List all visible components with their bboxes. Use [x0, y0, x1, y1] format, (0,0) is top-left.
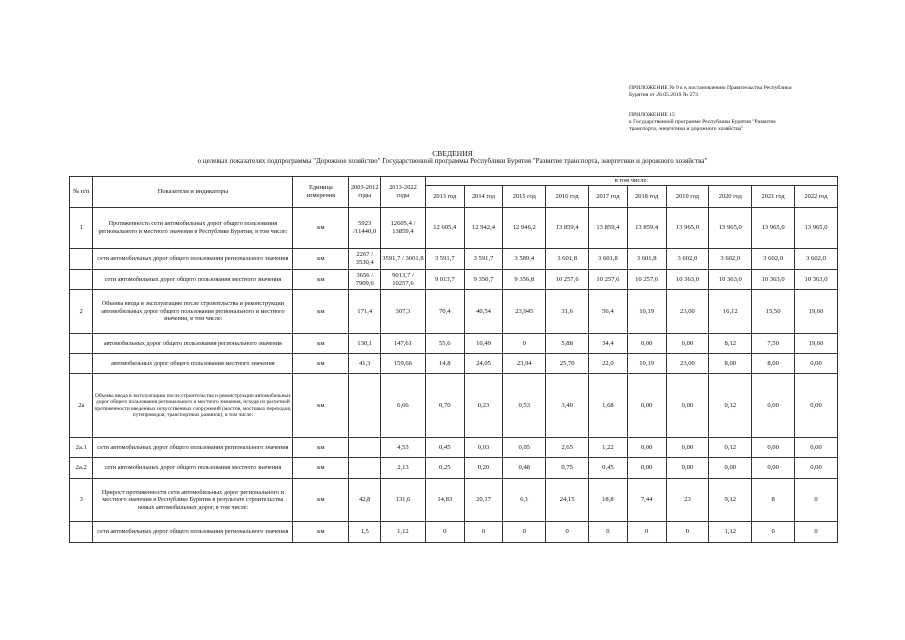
year-value: 9,12	[709, 479, 752, 522]
year-value: 0,03	[464, 438, 503, 458]
year-value: 3 602,0	[666, 249, 709, 270]
unit-cell: км	[293, 270, 349, 290]
year-value: 0,00	[666, 458, 709, 479]
table-row	[70, 208, 838, 249]
table-row	[70, 374, 838, 438]
year-value: 13 965,0	[709, 208, 752, 249]
year-value: 7,44	[627, 479, 666, 522]
base-period-value: 130,1	[349, 334, 381, 354]
row-number: 2а	[70, 374, 93, 438]
year-value: 70,4	[425, 290, 464, 334]
indicator-name: Объемы ввода в эксплуатацию после строительства и реконструкции автомобильных дорог общего пользования регионального и местного значения, исходя из расчетной протяженности введенных искусственных сооружений (мостов, мостовых переходов, путепроводов, транспортных развязок), в том числе:	[93, 374, 293, 438]
header-year: 2022 год	[795, 186, 838, 208]
year-value: 0	[503, 334, 546, 354]
year-value: 0,00	[752, 374, 795, 438]
year-value: 9 356,8	[503, 270, 546, 290]
header-num: № п/п	[70, 177, 93, 208]
year-value: 3 601,8	[546, 249, 589, 270]
header-including: в том числе:	[425, 177, 837, 186]
year-value: 0,00	[795, 458, 838, 479]
year-value: 0,25	[425, 458, 464, 479]
year-value: 10 257,6	[589, 270, 628, 290]
year-value: 23	[666, 479, 709, 522]
program-period-value: 4,53	[381, 438, 426, 458]
year-value: 2,65	[546, 438, 589, 458]
header-year: 2019 год	[666, 186, 709, 208]
year-value: 0	[666, 522, 709, 543]
appendix-note-line: к Государственной программе Республики Бурятия "Развитие	[629, 119, 776, 125]
year-value: 3 601,8	[627, 249, 666, 270]
year-value: 0,00	[752, 438, 795, 458]
indicator-name: сети автомобильных дорог общего пользования местного значения	[93, 458, 293, 479]
indicator-name: сети автомобильных дорог общего пользования регионального значения	[93, 522, 293, 543]
unit-cell: км	[293, 438, 349, 458]
year-value: 8,00	[752, 354, 795, 374]
base-period-value: 41,3	[349, 354, 381, 374]
unit-cell: км	[293, 354, 349, 374]
year-value: 18,8	[589, 479, 628, 522]
year-value: 3 591,7	[464, 249, 503, 270]
indicator-name: сети автомобильных дорог общего пользования местного значения	[93, 270, 293, 290]
year-value: 34,4	[589, 334, 628, 354]
year-value: 5,88	[546, 334, 589, 354]
year-value: 10 257,6	[627, 270, 666, 290]
year-value: 6,1	[503, 479, 546, 522]
year-value: 25,70	[546, 354, 589, 374]
program-period-value: 6,66	[381, 374, 426, 438]
year-value: 0,05	[503, 438, 546, 458]
year-value: 13 965,0	[666, 208, 709, 249]
unit-cell: км	[293, 522, 349, 543]
program-period-value: 307,3	[381, 290, 426, 334]
year-value: 9 013,7	[425, 270, 464, 290]
header-year: 2013 год	[425, 186, 464, 208]
row-number: 2а.2	[70, 458, 93, 479]
year-value: 1,12	[709, 522, 752, 543]
table-row	[70, 479, 838, 522]
year-value: 1,68	[589, 374, 628, 438]
year-value: 8,12	[709, 334, 752, 354]
appendix-note-line: Бурятия от 28.05.2019 № 273	[629, 92, 698, 98]
table-row	[70, 458, 838, 479]
unit-cell: км	[293, 334, 349, 354]
indicator-name: сети автомобильных дорог общего пользования регионального значения	[93, 438, 293, 458]
row-number	[70, 249, 93, 270]
unit-cell: км	[293, 249, 349, 270]
indicator-name: автомобильных дорог общего пользования регионального значения	[93, 334, 293, 354]
year-value: 19,60	[795, 334, 838, 354]
year-value: 15,50	[752, 290, 795, 334]
appendix-note-15	[629, 112, 849, 133]
header-year: 2021 год	[752, 186, 795, 208]
year-value: 0,75	[546, 458, 589, 479]
table-row	[70, 290, 838, 334]
unit-cell: км	[293, 290, 349, 334]
year-value: 23,945	[503, 290, 546, 334]
year-value: 3,40	[546, 374, 589, 438]
document-subtitle: о целевых показателях подпрограммы "Дорожное хозяйство" Государственной программы Республики Бурятия "Развитие транспорта, энергетики и дорожного хозяйства"	[197, 157, 708, 165]
table-row	[70, 522, 838, 543]
year-value: 3 602,0	[795, 249, 838, 270]
base-period-value: 42,8	[349, 479, 381, 522]
year-value: 10 257,6	[546, 270, 589, 290]
row-number: 2а.1	[70, 438, 93, 458]
year-value: 1,22	[589, 438, 628, 458]
header-year: 2020 год	[709, 186, 752, 208]
year-value: 0,00	[627, 374, 666, 438]
year-value: 0	[627, 522, 666, 543]
year-value: 16,12	[709, 290, 752, 334]
year-value: 0,70	[425, 374, 464, 438]
unit-cell: км	[293, 374, 349, 438]
row-number: 3	[70, 479, 93, 522]
year-value: 0	[752, 522, 795, 543]
year-value: 7,50	[752, 334, 795, 354]
year-value: 13 965,0	[795, 208, 838, 249]
indicator-name: Объемы ввода в эксплуатацию после строительства и реконструкции автомобильных дорог общего пользования регионального и местного значения, в том числе:	[93, 290, 293, 334]
row-number	[70, 522, 93, 543]
table-row	[70, 354, 838, 374]
unit-cell: км	[293, 208, 349, 249]
year-value: 8	[752, 479, 795, 522]
year-value: 0	[503, 522, 546, 543]
program-period-value: 12605,4 / 13859,4	[381, 208, 426, 249]
indicators-table	[69, 176, 838, 543]
year-value: 0,00	[752, 458, 795, 479]
year-value: 24,05	[464, 354, 503, 374]
year-value: 0,00	[795, 354, 838, 374]
year-value: 13 965,0	[752, 208, 795, 249]
row-number: 2	[70, 290, 93, 334]
unit-cell: км	[293, 479, 349, 522]
header-year: 2017 год	[589, 186, 628, 208]
year-value: 3 589,4	[503, 249, 546, 270]
base-period-value: 5923 /11440,0	[349, 208, 381, 249]
appendix-note-9	[629, 85, 849, 99]
program-period-value: 2,13	[381, 458, 426, 479]
year-value: 10 363,0	[709, 270, 752, 290]
year-value: 0,00	[627, 438, 666, 458]
year-value: 0	[425, 522, 464, 543]
year-value: 12 942,4	[464, 208, 503, 249]
table-row	[70, 249, 838, 270]
header-base-period: 2003-2012 годы	[349, 177, 381, 208]
header-indicator: Показатели и индикаторы	[93, 177, 293, 208]
year-value: 0,48	[503, 458, 546, 479]
indicator-name: Прирост протяженности сети автомобильных дорог регионального и местного значения в Республике Бурятия в результате строительства новых автомобильных дорог, в том числе:	[93, 479, 293, 522]
year-value: 14,83	[425, 479, 464, 522]
year-value: 0,23	[464, 374, 503, 438]
appendix-note-line: ПРИЛОЖЕНИЕ 15	[629, 112, 675, 118]
year-value: 3 602,0	[752, 249, 795, 270]
year-value: 0,00	[666, 438, 709, 458]
year-value: 0	[546, 522, 589, 543]
year-value: 40,54	[464, 290, 503, 334]
year-value: 10 363,0	[752, 270, 795, 290]
row-number: 1	[70, 208, 93, 249]
year-value: 20,17	[464, 479, 503, 522]
year-value: 23,94	[503, 354, 546, 374]
year-value: 56,4	[589, 290, 628, 334]
year-value: 8,00	[709, 354, 752, 374]
header-year: 2016 год	[546, 186, 589, 208]
year-value: 13 859,4	[546, 208, 589, 249]
year-value: 10 363,0	[795, 270, 838, 290]
year-value: 0,45	[589, 458, 628, 479]
base-period-value: 171,4	[349, 290, 381, 334]
base-period-value	[349, 438, 381, 458]
program-period-value: 147,61	[381, 334, 426, 354]
year-value: 0,00	[795, 374, 838, 438]
year-value: 23,00	[666, 290, 709, 334]
base-period-value: 1,5	[349, 522, 381, 543]
header-program-period: 2013-2022 годы	[381, 177, 426, 208]
year-value: 0,00	[666, 334, 709, 354]
program-period-value: 131,6	[381, 479, 426, 522]
year-value: 31,6	[546, 290, 589, 334]
program-period-value: 1,12	[381, 522, 426, 543]
header-year: 2018 год	[627, 186, 666, 208]
year-value: 12 605,4	[425, 208, 464, 249]
year-value: 0,45	[425, 438, 464, 458]
year-value: 9 350,7	[464, 270, 503, 290]
base-period-value: 2267 / 3530,4	[349, 249, 381, 270]
row-number	[70, 270, 93, 290]
header-year: 2014 год	[464, 186, 503, 208]
year-value: 10,19	[627, 354, 666, 374]
table-row	[70, 438, 838, 458]
year-value: 22,0	[589, 354, 628, 374]
year-value: 14,8	[425, 354, 464, 374]
appendix-note-line: ПРИЛОЖЕНИЕ № 9 к к постановлению Правительства Республики	[629, 85, 792, 91]
year-value: 55,6	[425, 334, 464, 354]
year-value: 0,00	[795, 438, 838, 458]
year-value: 10 363,0	[666, 270, 709, 290]
row-number	[70, 334, 93, 354]
program-period-value: 3591,7 / 3601,8	[381, 249, 426, 270]
program-period-value: 9013,7 / 10257,6	[381, 270, 426, 290]
indicator-name: Протяженность сети автомобильных дорог общего пользования регионального и местного значения в Республике Бурятия, в том числе:	[93, 208, 293, 249]
year-value: 3 601,8	[589, 249, 628, 270]
year-value: 0,00	[627, 334, 666, 354]
indicator-name: автомобильных дорог общего пользования местного значения	[93, 354, 293, 374]
unit-cell: км	[293, 458, 349, 479]
year-value: 0,00	[666, 374, 709, 438]
year-value: 16,49	[464, 334, 503, 354]
year-value: 0,12	[709, 438, 752, 458]
year-value: 0,20	[464, 458, 503, 479]
year-value: 0,53	[503, 374, 546, 438]
year-value: 3 602,0	[709, 249, 752, 270]
year-value: 24,15	[546, 479, 589, 522]
year-value: 0	[464, 522, 503, 543]
year-value: 10,19	[627, 290, 666, 334]
header-year: 2015 год	[503, 186, 546, 208]
document-title: СВЕДЕНИЯ	[432, 149, 473, 158]
year-value: 0,00	[709, 458, 752, 479]
table-row	[70, 334, 838, 354]
header-unit: Единица измерения	[293, 177, 349, 208]
base-period-value: 3656 / 7909,6	[349, 270, 381, 290]
row-number	[70, 354, 93, 374]
year-value: 0,12	[709, 374, 752, 438]
program-period-value: 159,66	[381, 354, 426, 374]
year-value: 0,00	[627, 458, 666, 479]
year-value: 0	[795, 522, 838, 543]
base-period-value	[349, 458, 381, 479]
year-value: 23,00	[666, 354, 709, 374]
indicator-name: сети автомобильных дорог общего пользования регионального значения	[93, 249, 293, 270]
year-value: 0	[589, 522, 628, 543]
year-value: 12 946,2	[503, 208, 546, 249]
year-value: 13 859,4	[627, 208, 666, 249]
year-value: 0	[795, 479, 838, 522]
year-value: 3 591,7	[425, 249, 464, 270]
base-period-value	[349, 374, 381, 438]
year-value: 13 859,4	[589, 208, 628, 249]
year-value: 19,60	[795, 290, 838, 334]
appendix-note-line: транспорта, энергетики и дорожного хозяйства"	[629, 126, 744, 132]
table-row	[70, 270, 838, 290]
